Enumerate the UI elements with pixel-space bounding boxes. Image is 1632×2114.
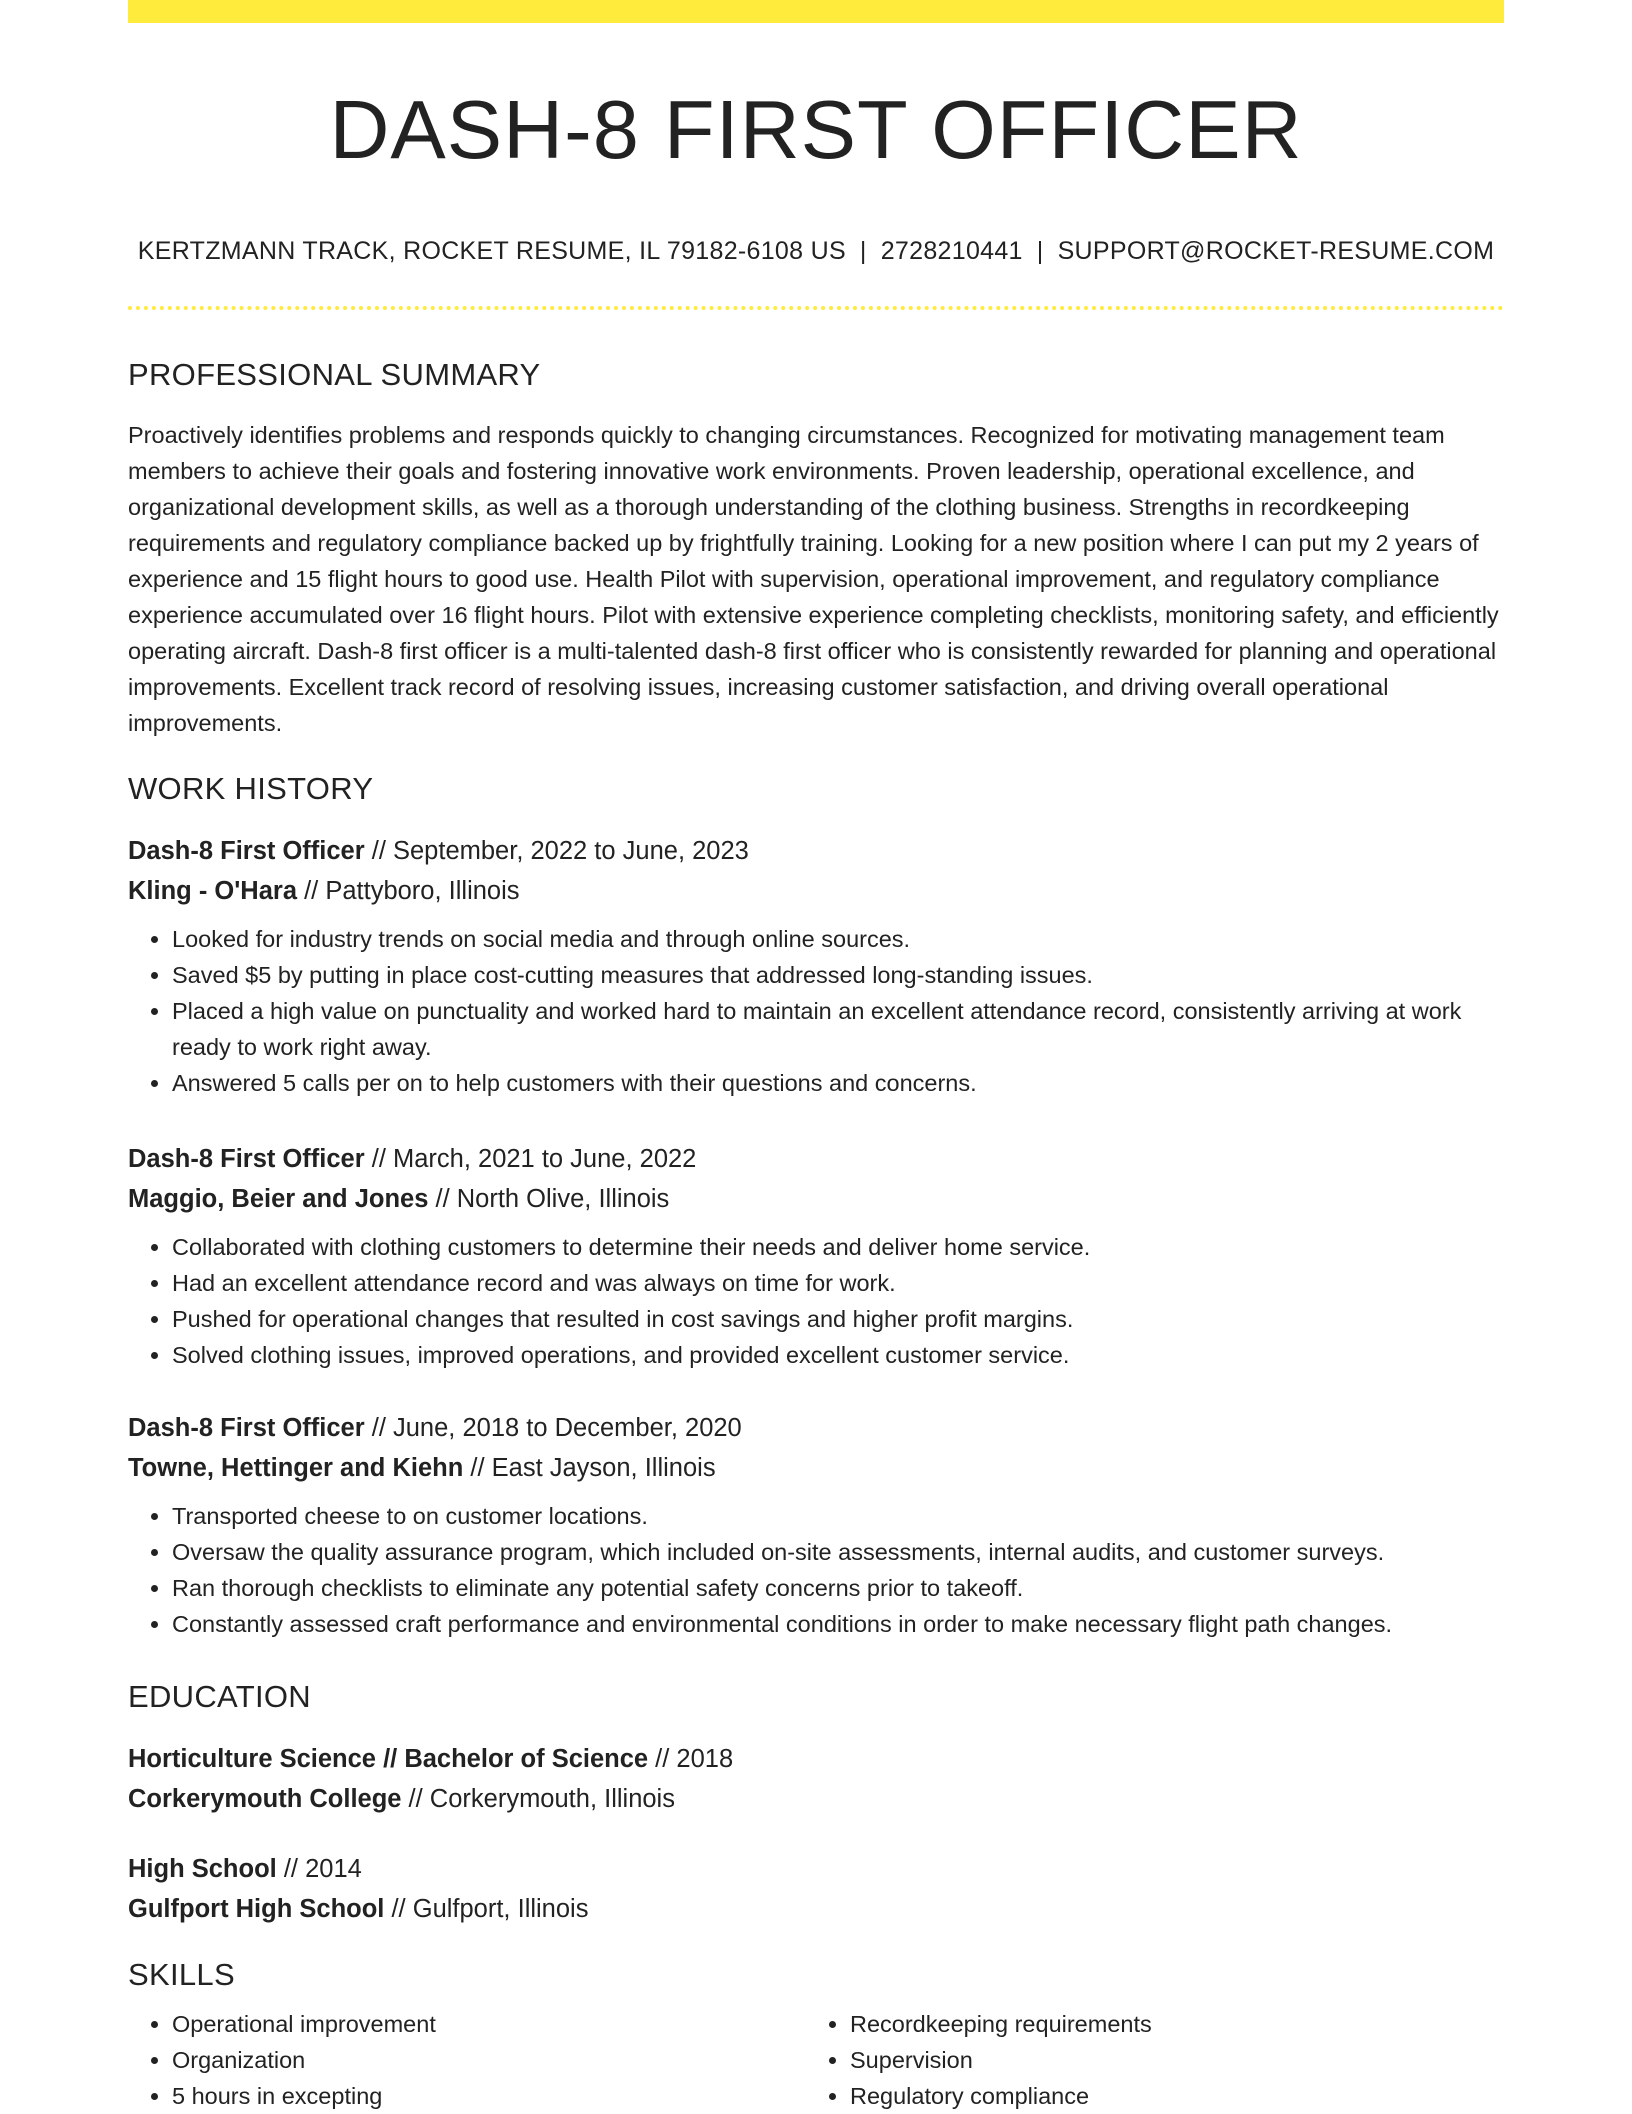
job-company-line [128, 871, 1504, 911]
dotted-divider [128, 306, 1504, 310]
skill-item: • Regulatory compliance [850, 2078, 1466, 2114]
job-bullet: • Saved $5 by putting in place cost-cutting measures that addressed long-standing issues. [172, 957, 1504, 993]
job-role: Dash-8 First Officer [128, 1414, 365, 1442]
job-bullets [128, 1229, 1504, 1373]
job-entry [128, 831, 1504, 1101]
job-bullet: • Had an excellent attendance record and was always on time for work. [172, 1265, 1504, 1301]
job-company-line [128, 1448, 1504, 1488]
section-title-summary: PROFESSIONAL SUMMARY [128, 357, 541, 392]
education-school: Corkerymouth College [128, 1785, 402, 1813]
skill-item: • Organization [172, 2042, 788, 2078]
job-bullet: • Pushed for operational changes that resulted in cost savings and higher profit margins. [172, 1301, 1504, 1337]
job-title-line [128, 831, 1504, 871]
job-bullet: • Ran thorough checklists to eliminate any potential safety concerns prior to takeoff. [172, 1570, 1504, 1606]
education-degree-line [128, 1849, 1504, 1889]
contact-separator: | [859, 237, 867, 265]
skills-list [128, 2006, 788, 2114]
contact-phone: 2728210441 [880, 237, 1023, 265]
job-company: Maggio, Beier and Jones [128, 1185, 429, 1213]
job-bullet: • Looked for industry trends on social media and through online sources. [172, 921, 1504, 957]
skill-item: • 5 hours in excepting [172, 2078, 788, 2114]
education-location: // Corkerymouth, Illinois [401, 1785, 675, 1813]
job-bullet: • Transported cheese to on customer locations. [172, 1498, 1504, 1534]
job-bullet: • Answered 5 calls per on to help customers with their questions and concerns. [172, 1065, 1504, 1101]
job-company: Towne, Hettinger and Kiehn [128, 1454, 464, 1482]
section-title-work-history: WORK HISTORY [128, 771, 374, 806]
education-year: // 2014 [276, 1855, 362, 1883]
contact-email: SUPPORT@ROCKET-RESUME.COM [1057, 237, 1495, 265]
job-company-line [128, 1179, 1504, 1219]
job-bullet: • Oversaw the quality assurance program, which included on-site assessments, internal audits, and customer surveys. [172, 1534, 1504, 1570]
job-bullets [128, 1498, 1504, 1642]
skill-item: • Recordkeeping requirements [850, 2006, 1466, 2042]
skill-item: • Operational improvement [172, 2006, 788, 2042]
job-company: Kling - O'Hara [128, 877, 297, 905]
skills-column-right [806, 2006, 1466, 2114]
summary-text: Proactively identifies problems and responds quickly to changing circumstances. Recognized for motivating management team members to achieve their goals and fostering innovative work environments. Proven leadership, operational excellence, and organizational development skills, as well as a thorough understanding of the clothing business. Strengths in recordkeeping requirements and regulatory compliance backed up by frightfully training. Looking for a new position where I can put my 2 years of experience and 15 flight hours to good use. Health Pilot with supervision, operational improvement, and regulatory compliance experience accumulated over 16 flight hours. Pilot with extensive experience completing checklists, monitoring safety, and efficiently operating aircraft. Dash-8 first officer is a multi-talented dash-8 first officer who is consistently rewarded for planning and operational improvements. Excellent track record of resolving issues, increasing customer satisfaction, and driving overall operational improvements. [128, 422, 1499, 736]
education-location: // Gulfport, Illinois [384, 1895, 589, 1923]
job-location: // East Jayson, Illinois [463, 1454, 716, 1482]
education-school: Gulfport High School [128, 1895, 385, 1923]
job-role: Dash-8 First Officer [128, 837, 365, 865]
education-entry [128, 1739, 1504, 1819]
education-degree: Horticulture Science // Bachelor of Science [128, 1745, 649, 1773]
job-location: // Pattyboro, Illinois [297, 877, 520, 905]
job-dates: // September, 2022 to June, 2023 [364, 837, 749, 865]
job-bullet: • Solved clothing issues, improved operations, and provided excellent customer service. [172, 1337, 1504, 1373]
education-school-line [128, 1779, 1504, 1819]
resume-name: DASH-8 FIRST OFFICER [329, 83, 1303, 176]
education-entry [128, 1849, 1504, 1929]
job-dates: // June, 2018 to December, 2020 [364, 1414, 742, 1442]
education-degree: High School [128, 1855, 277, 1883]
job-role: Dash-8 First Officer [128, 1145, 365, 1173]
skills-column-left [128, 2006, 788, 2114]
job-bullet: • Collaborated with clothing customers to determine their needs and deliver home service. [172, 1229, 1504, 1265]
job-location: // North Olive, Illinois [428, 1185, 670, 1213]
education-school-line [128, 1889, 1504, 1929]
section-title-education: EDUCATION [128, 1679, 311, 1714]
job-entry [128, 1408, 1504, 1642]
contact-line [128, 233, 1504, 269]
job-title-line [128, 1408, 1504, 1448]
job-bullets [128, 921, 1504, 1101]
contact-separator: | [1036, 237, 1044, 265]
job-title-line [128, 1139, 1504, 1179]
job-bullet: • Placed a high value on punctuality and worked hard to maintain an excellent attendance record, consistently arriving at work ready to work right away. [172, 993, 1504, 1065]
job-entry [128, 1139, 1504, 1373]
section-title-skills: SKILLS [128, 1957, 235, 1992]
job-dates: // March, 2021 to June, 2022 [364, 1145, 697, 1173]
education-year: // 2018 [648, 1745, 734, 1773]
job-bullet: • Constantly assessed craft performance and environmental conditions in order to make necessary flight path changes. [172, 1606, 1504, 1642]
resume-content [128, 0, 1504, 2109]
skill-item: • Supervision [850, 2042, 1466, 2078]
contact-address: KERTZMANN TRACK, ROCKET RESUME, IL 79182-6108 US [137, 237, 846, 265]
skills-list [806, 2006, 1466, 2114]
education-degree-line [128, 1739, 1504, 1779]
